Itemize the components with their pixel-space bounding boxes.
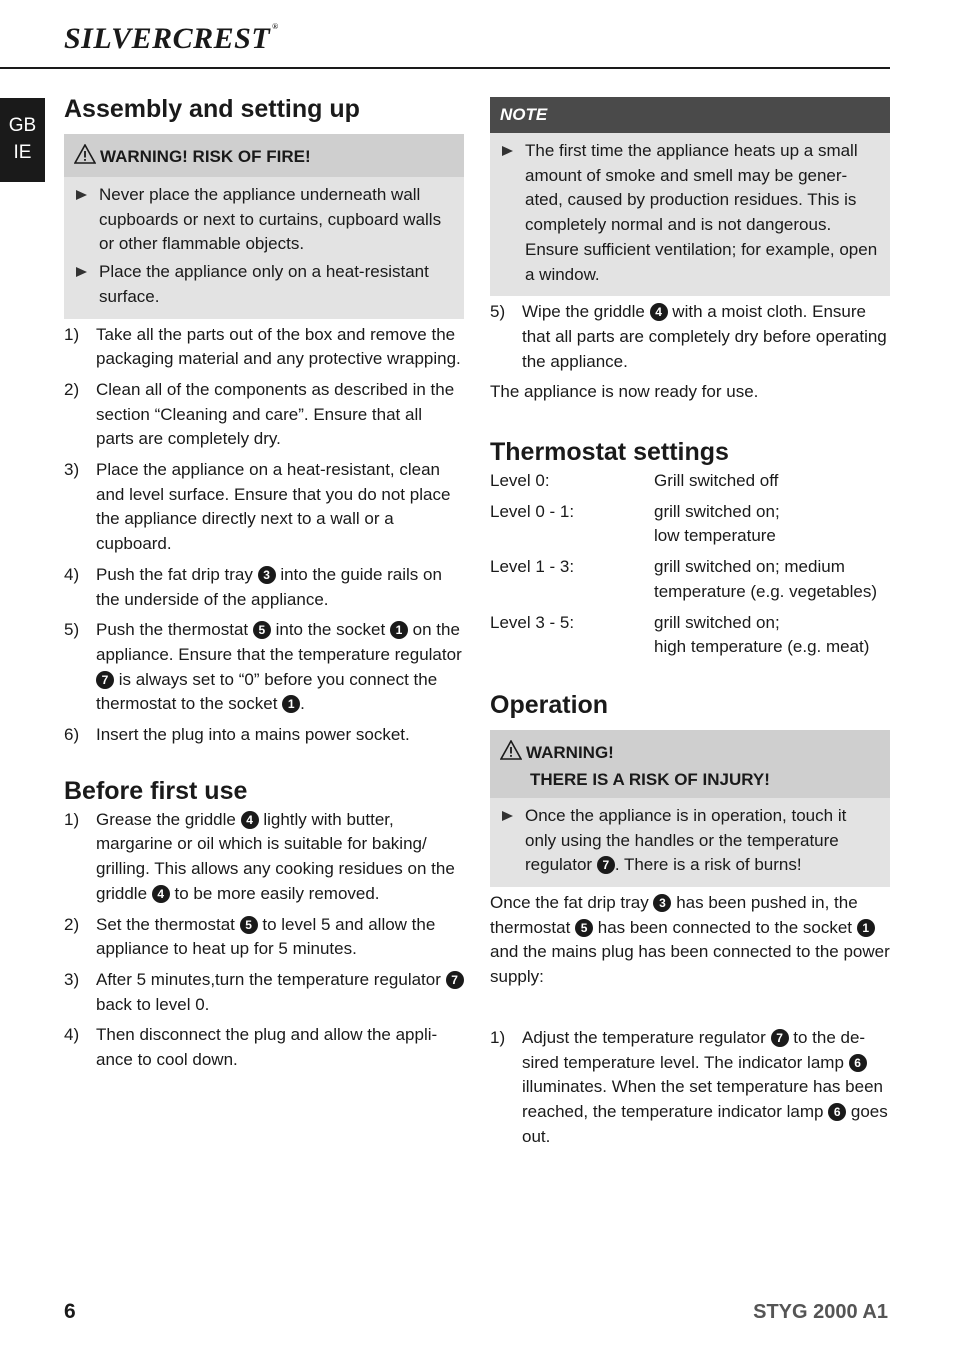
operation-heading: Operation bbox=[490, 690, 609, 719]
list-item: 5) Push the thermostat 5 into the socket 1 on the appliance. Ensure that the temperature regulator 7 is always set to “0” before you connect the thermostat to the socket 1 . bbox=[64, 620, 462, 714]
part-number-badge: 4 bbox=[152, 885, 170, 903]
lang-code-ie: IE bbox=[13, 142, 32, 163]
part-number-badge: 7 bbox=[96, 671, 114, 689]
warning-triangle-icon bbox=[74, 144, 96, 171]
fire-warning-header bbox=[64, 134, 464, 177]
part-number-badge: 3 bbox=[653, 894, 671, 912]
list-item: 1) Grease the griddle 4 lightly with butter, margarine or oil which is suitable for baking/ grilling. This allows any cooking residues on the griddle 4 to be more easily removed. bbox=[64, 809, 455, 903]
brand-logo: SILVERCREST ® bbox=[64, 22, 279, 55]
part-number-badge: 5 bbox=[253, 621, 271, 639]
part-number-badge: 7 bbox=[446, 971, 464, 989]
page-number: 6 bbox=[64, 1300, 76, 1323]
list-item: Once the appliance is in operation, touch it only using the handles or the temperature regulator 7 . There is a risk of burns! bbox=[500, 804, 880, 878]
injury-warning-box bbox=[490, 730, 890, 887]
note-list bbox=[490, 133, 890, 296]
part-number-badge: 1 bbox=[390, 621, 408, 639]
assembly-heading: Assembly and setting up bbox=[64, 95, 360, 123]
table-row: Level 0: Grill switched off bbox=[490, 471, 779, 491]
part-number-badge: 7 bbox=[771, 1029, 789, 1047]
list-item: Place the appliance only on a heat-resistant surface. bbox=[74, 260, 454, 309]
list-item: 1) Adjust the temperature regulator 7 to the de- sired temperature level. The indicator lamp 6 illuminates. When the set temperature has been reached, the temperature indicator lamp 6 goes out. bbox=[490, 1027, 888, 1146]
ready-text: The appliance is now ready for use. bbox=[490, 382, 759, 402]
note-box bbox=[490, 97, 890, 296]
fire-warning-title: WARNING! RISK OF FIRE! bbox=[100, 147, 311, 166]
fire-warning-box bbox=[64, 134, 464, 319]
list-item: 1) Take all the parts out of the box and remove the packaging material and any protective wrapping. bbox=[64, 324, 461, 369]
bullet-arrow-icon bbox=[502, 146, 513, 156]
list-item: Never place the appliance underneath wall cupboards or next to curtains, cupboard walls or other flammable objects. bbox=[74, 183, 454, 257]
operation-steps bbox=[490, 1026, 890, 1150]
fire-warning-list bbox=[64, 177, 464, 319]
part-number-badge: 4 bbox=[241, 811, 259, 829]
bullet-arrow-icon bbox=[76, 267, 87, 277]
note-header: NOTE bbox=[490, 97, 890, 133]
part-number-badge: 7 bbox=[597, 856, 615, 874]
bullet-arrow-icon bbox=[502, 811, 513, 821]
list-item: 4) Then disconnect the plug and allow the appli- ance to cool down. bbox=[64, 1025, 438, 1070]
part-number-badge: 6 bbox=[828, 1103, 846, 1121]
list-item: 2) Set the thermostat 5 to level 5 and allow the appliance to heat up for 5 minutes. bbox=[64, 914, 436, 959]
list-item: 2) Clean all of the components as described in the section “Cleaning and care”. Ensure that all parts are completely dry. bbox=[64, 379, 455, 449]
injury-warning-list bbox=[490, 798, 890, 887]
injury-warning-header: WARNING! THERE IS A RISK OF INJURY! bbox=[490, 730, 890, 798]
part-number-badge: 4 bbox=[650, 303, 668, 321]
language-tab bbox=[0, 98, 45, 182]
part-number-badge: 1 bbox=[282, 695, 300, 713]
thermostat-heading: Thermostat settings bbox=[490, 438, 729, 467]
thermostat-table bbox=[490, 469, 890, 666]
table-row: Level 1 - 3: grill switched on; medium temperature (e.g. vegetables) bbox=[490, 557, 878, 601]
bullet-arrow-icon bbox=[76, 190, 87, 200]
header-rule bbox=[0, 67, 890, 69]
operation-intro: Once the fat drip tray 3 has been pushed in, the thermostat 5 has been connected to the socket 1 and the mains plug has been connected to the power supply: bbox=[490, 893, 890, 987]
list-item: The first time the appliance heats up a small amount of smoke and smell may be gener- ated, caused by production residues. This is completely normal and is not dangerous. Ensure sufficient ventilation; for example, open a window. bbox=[500, 139, 880, 287]
list-item: 3) Place the appliance on a heat-resistant, clean and level surface. Ensure that you do not place the appliance directly next to a wall or a cupboard. bbox=[64, 460, 451, 554]
table-row: Level 0 - 1: grill switched on; low temperature bbox=[490, 501, 780, 546]
list-item: 5) Wipe the griddle 4 with a moist cloth. Ensure that all parts are completely dry before operating the appliance. bbox=[490, 302, 887, 371]
part-number-badge: 6 bbox=[849, 1054, 867, 1072]
list-item: 6) Insert the plug into a mains power socket. bbox=[64, 725, 410, 745]
part-number-badge: 5 bbox=[575, 919, 593, 937]
part-number-badge: 1 bbox=[857, 919, 875, 937]
assembly-steps bbox=[64, 323, 464, 748]
lang-code-gb: GB bbox=[8, 115, 37, 136]
part-number-badge: 5 bbox=[240, 916, 258, 934]
table-row: Level 3 - 5: grill switched on; high temperature (e.g. meat) bbox=[490, 612, 870, 657]
list-item: 3) After 5 minutes,turn the temperature regulator 7 back to level 0. bbox=[64, 968, 464, 1017]
first-use-steps bbox=[64, 808, 464, 1073]
part-number-badge: 3 bbox=[258, 566, 276, 584]
right-column bbox=[490, 97, 890, 1155]
first-use-heading: Before first use bbox=[64, 776, 248, 805]
warning-triangle-icon bbox=[500, 740, 522, 767]
model-number: STYG 2000 A1 bbox=[753, 1301, 888, 1323]
list-item: 4) Push the fat drip tray 3 into the guide rails on the underside of the appliance. bbox=[64, 564, 442, 609]
left-column bbox=[64, 92, 464, 1079]
first-use-steps-cont bbox=[490, 300, 890, 374]
